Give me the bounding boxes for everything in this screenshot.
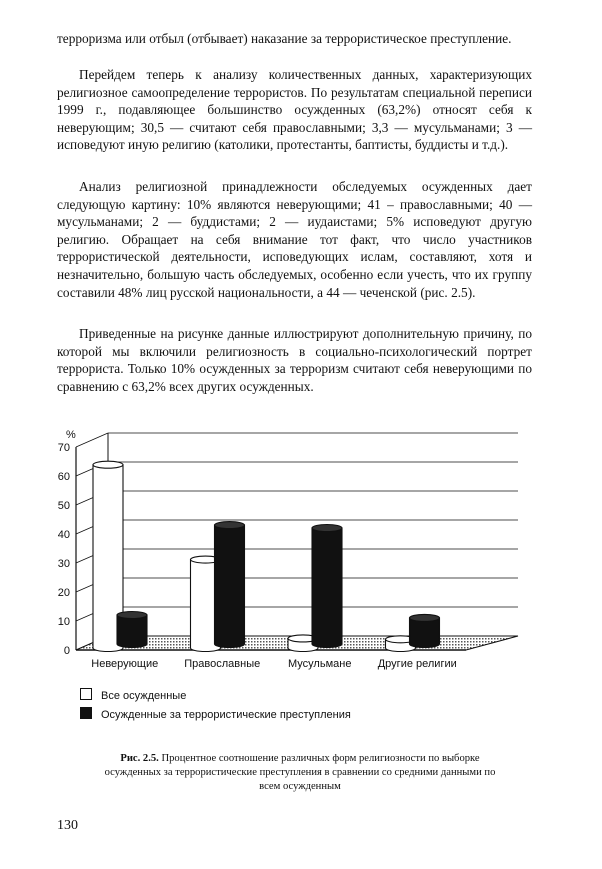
religion-bar-chart — [56, 428, 526, 678]
gridline-side — [76, 433, 108, 447]
bar-top-cap — [312, 525, 342, 532]
bar-top-cap — [215, 522, 245, 529]
figure-caption — [100, 752, 500, 794]
paragraph-1: терроризма или отбыл (отбывает) наказание за террористическое преступление. — [57, 31, 512, 46]
y-tick-label: 40 — [57, 529, 70, 541]
bar-top-cap — [117, 612, 147, 619]
y-tick-label: 30 — [57, 558, 70, 570]
y-tick-label: 20 — [57, 587, 70, 599]
legend-item-all-convicts — [80, 688, 186, 702]
y-tick-label: 10 — [57, 616, 70, 628]
caption-text: Процентное соотношение различных форм религиозности по выборке осужденных за террористические преступления в сравнении со средними данными по всем осужденным — [104, 753, 496, 792]
x-category-label: Другие религии — [377, 658, 457, 670]
y-axis-unit-label: % — [66, 429, 76, 441]
y-tick-label: 70 — [57, 442, 70, 454]
legend-label: Все осужденные — [101, 690, 187, 702]
x-category-label: Неверующие — [91, 658, 159, 670]
legend-label: Осужденные за террористические преступления — [101, 709, 351, 721]
bar-terror-2 — [312, 528, 342, 648]
paragraph-4: Приведенные на рисунке данные иллюстрируют дополнительную причину, по которой мы включили религиозность в социально-психологический портрет террориста. Только 10% осужденных за терроризм считают себя неверующими по сравнению с 63,2% всех других осужденных. — [57, 326, 532, 394]
y-tick-label: 0 — [63, 645, 70, 657]
bar-terror-1 — [215, 525, 245, 647]
caption-label: Рис. 2.5. — [120, 753, 159, 764]
legend-swatch-black — [80, 707, 92, 719]
paragraph-3: Анализ религиозной принадлежности обследуемых осужденных дает следующую картину: 10% являются неверующими; 41 – православными; 40 — мусульманами; 2 — буддистами; 2 — иудаистами; 5% исповедуют другую религию. Обращает на себя внимание тот факт, что число участников террористической деятельности, исповедующих ислам, составляют, хотя и незначительно, большую часть обследуемых, особенно если учесть, что их группу составили 48% лиц русской национальности, а 44 — чеченской (рис. 2.5). — [57, 179, 532, 300]
legend-swatch-white — [80, 688, 92, 700]
bar-terror-3 — [410, 618, 440, 648]
bar-top-cap — [93, 461, 123, 468]
page-number: 130 — [57, 818, 78, 833]
legend-item-terror-convicts — [80, 707, 351, 721]
bar-terror-0 — [117, 615, 147, 648]
y-tick-label: 60 — [57, 471, 70, 483]
paragraph-2: Перейдем теперь к анализу количественных данных, характеризующих религиозное самоопределение террористов. По результатам специальной переписи 1999 г., подавляющее большинство осужденных (63,2%) относят себя к неверующим; 30,5 — считают себя православными; 3,3 — мусульманами; 3 — исповедуют иную религию (католики, протестанты, баптисты, буддисты и т.д.). — [57, 67, 532, 153]
bar-top-cap — [410, 614, 440, 621]
x-category-label: Православные — [184, 658, 261, 670]
x-category-label: Мусульмане — [288, 658, 352, 670]
y-tick-label: 50 — [57, 500, 70, 512]
